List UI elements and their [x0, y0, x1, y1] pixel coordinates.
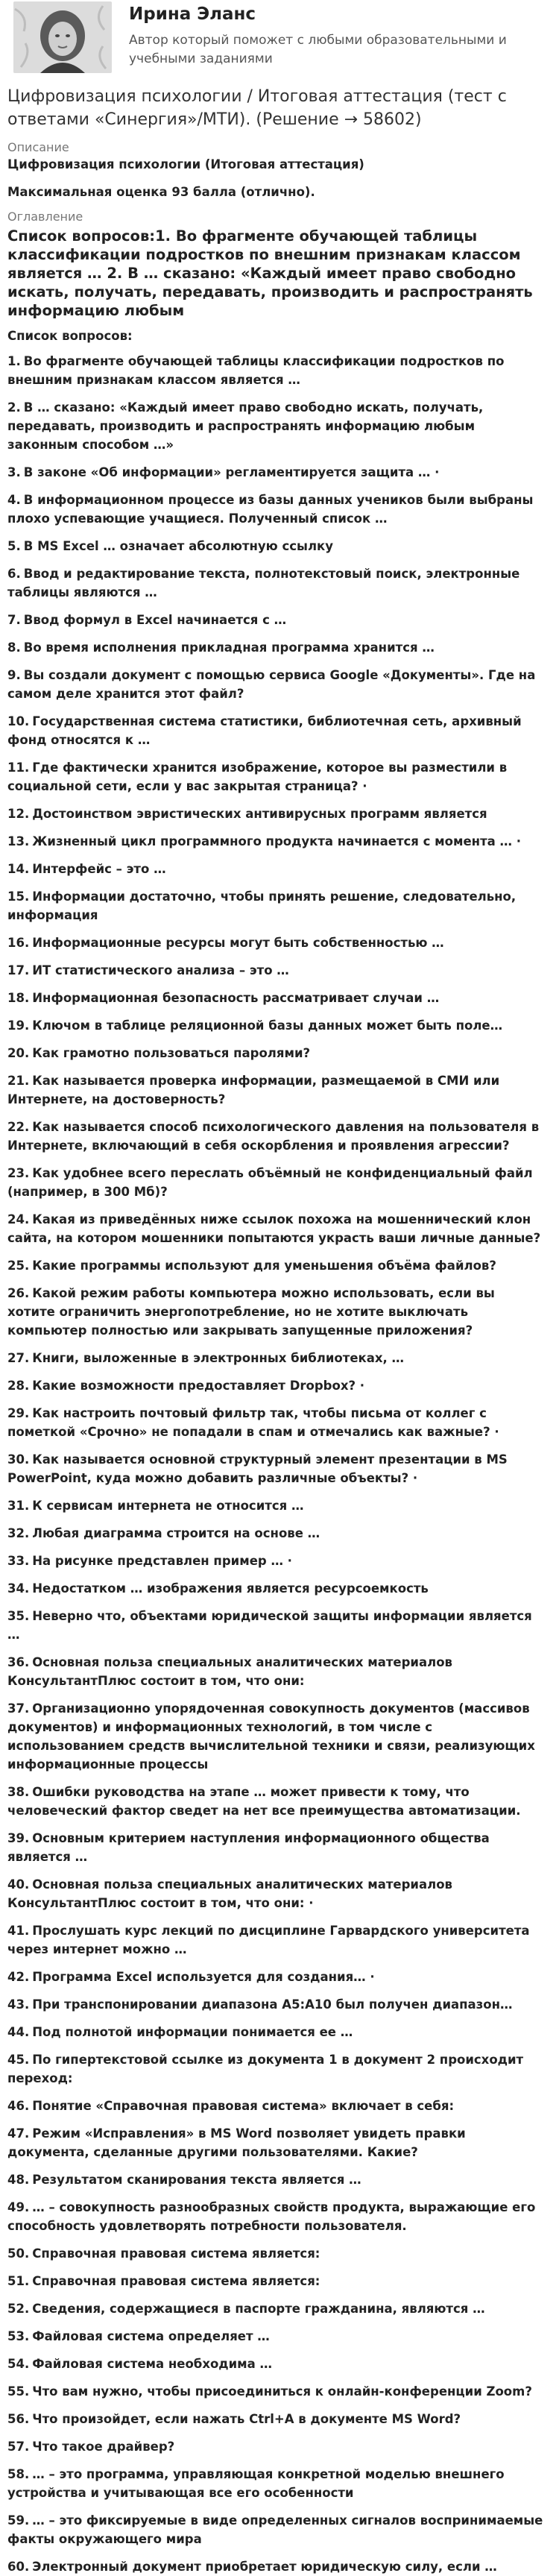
- question-item: [7, 1607, 544, 1644]
- question-item: [7, 933, 544, 952]
- question-number: 16.: [7, 936, 30, 950]
- question-text: Файловая система определяет …: [32, 2329, 270, 2343]
- question-text: … – это программа, управляющая конкретной моделью внешнего устройства и учитывающая все его особенности: [7, 2467, 505, 2500]
- question-text: Вы создали документ с помощью сервиса Google «Документы». Где на самом деле хранится этот файл?: [7, 668, 536, 701]
- question-item: [7, 2465, 544, 2502]
- question-text: Как грамотно пользоваться паролями?: [32, 1046, 311, 1060]
- question-text: Справочная правовая система является:: [32, 2274, 320, 2288]
- question-number: 24.: [7, 1212, 30, 1226]
- question-item: [7, 1450, 544, 1487]
- question-number: 28.: [7, 1379, 30, 1393]
- question-number: 49.: [7, 2200, 30, 2214]
- question-number: 53.: [7, 2329, 30, 2343]
- question-text: Основным критерием наступления информационного общества является …: [7, 1831, 490, 1864]
- question-item: [7, 1376, 544, 1395]
- question-item: [7, 2272, 544, 2290]
- question-text: Неверно что, объектами юридической защиты информации является …: [7, 1609, 532, 1642]
- question-text: Электронный документ приобретает юридическую силу, если …: [32, 2560, 497, 2574]
- question-number: 13.: [7, 834, 30, 848]
- question-text: Где фактически хранится изображение, которое вы разместили в социальной сети, если у вас закрытая страница? ·: [7, 760, 508, 793]
- question-list: [7, 352, 559, 2576]
- question-number: 41.: [7, 1924, 30, 1938]
- question-item: [7, 2050, 544, 2088]
- question-number: 14.: [7, 862, 30, 876]
- question-item: [7, 2327, 544, 2346]
- question-text: … – это фиксируемые в виде определенных сигналов воспринимаемые факты окружающего мира: [7, 2513, 543, 2546]
- question-number: 37.: [7, 1701, 30, 1716]
- question-number: 59.: [7, 2513, 30, 2528]
- question-item: [7, 1404, 544, 1441]
- question-number: 9.: [7, 668, 21, 682]
- question-text: В MS Excel … означает абсолютную ссылку: [23, 539, 333, 553]
- question-item: [7, 1118, 544, 1155]
- question-item: [7, 2244, 544, 2263]
- question-number: 43.: [7, 1997, 30, 2012]
- question-number: 56.: [7, 2412, 30, 2426]
- question-text: Недостатком … изображения является ресурсоемкость: [32, 1581, 429, 1596]
- question-text: Основная польза специальных аналитических материалов КонсультантПлюс состоит в том, что они: ·: [7, 1877, 452, 1910]
- question-text: Файловая система необходима …: [32, 2357, 273, 2371]
- question-number: 10.: [7, 714, 30, 728]
- question-text: Во время исполнения прикладная программа хранится …: [23, 640, 435, 655]
- question-text: Программа Excel используется для создания… ·: [32, 1970, 375, 1984]
- question-item: [7, 1875, 544, 1912]
- question-number: 23.: [7, 1166, 30, 1180]
- question-number: 30.: [7, 1452, 30, 1467]
- question-text: Ввод формул в Excel начинается с …: [23, 613, 287, 627]
- question-text: Понятие «Справочная правовая система» включает в себя:: [32, 2099, 455, 2113]
- question-item: [7, 491, 544, 528]
- question-number: 51.: [7, 2274, 30, 2288]
- author-description: Автор который поможет с любыми образовательными и учебными заданиями: [129, 33, 507, 66]
- question-item: [7, 1524, 544, 1543]
- author-header: [7, 0, 559, 82]
- question-item: [7, 1016, 544, 1035]
- question-item: [7, 537, 544, 555]
- description-label: Описание: [7, 140, 69, 154]
- question-text: Жизненный цикл программного продукта начинается с момента … ·: [32, 834, 522, 848]
- question-item: [7, 1552, 544, 1570]
- question-text: Режим «Исправления» в MS Word позволяет увидеть правки документа, сделанные другими пользователями. Какие?: [7, 2126, 466, 2159]
- question-text: Ошибки руководства на этапе … может привести к тому, что человеческий фактор сведет на нет все преимущества автоматизации.: [7, 1785, 521, 1818]
- question-text: Ключом в таблице реляционной базы данных может быть поле…: [32, 1018, 503, 1033]
- question-list-heading: Список вопросов:: [7, 329, 133, 343]
- question-number: 48.: [7, 2173, 30, 2187]
- question-item: [7, 2097, 544, 2115]
- question-text: Ввод и редактирование текста, полнотекстовый поиск, электронные таблицы являются …: [7, 567, 520, 599]
- question-text: Что вам нужно, чтобы присоединиться к онлайн-конференции Zoom?: [32, 2384, 532, 2399]
- question-item: [7, 1044, 544, 1062]
- question-item: [7, 2410, 544, 2428]
- question-text: Результатом сканирования текста является …: [32, 2173, 361, 2187]
- question-text: При транспонировании диапазона A5:A10 был получен диапазон…: [32, 1997, 513, 2012]
- question-number: 57.: [7, 2440, 30, 2454]
- question-text: Что произойдет, если нажать Ctrl+A в документе MS Word?: [32, 2412, 461, 2426]
- question-item: [7, 1579, 544, 1598]
- question-number: 50.: [7, 2246, 30, 2261]
- question-item: [7, 1995, 544, 2014]
- question-text: Как настроить почтовый фильтр так, чтобы письма от коллег с пометкой «Срочно» не попадали в спам и отмечались как важные? ·: [7, 1406, 499, 1439]
- question-number: 2.: [7, 400, 21, 415]
- question-number: 26.: [7, 1286, 30, 1300]
- question-text: В … сказано: «Каждый имеет право свободно искать, получать, передавать, производить и распространять информацию любым законным способом …»: [7, 400, 484, 452]
- question-item: [7, 712, 544, 749]
- question-text: … – совокупность разнообразных свойств продукта, выражающие его способность удовлетворять потребности пользователя.: [7, 2200, 536, 2233]
- question-text: Что такое драйвер?: [32, 2440, 175, 2454]
- description-subject: Цифровизация психологии (Итоговая аттестация): [7, 157, 364, 171]
- question-number: 46.: [7, 2099, 30, 2113]
- question-item: [7, 832, 544, 851]
- description-score: Максимальная оценка 93 балла (отлично).: [7, 185, 315, 199]
- question-text: Государственная система статистики, библиотечная сеть, архивный фонд относятся к …: [7, 714, 522, 747]
- question-item: [7, 638, 544, 657]
- question-number: 55.: [7, 2384, 30, 2399]
- question-number: 44.: [7, 2025, 30, 2039]
- question-item: [7, 1210, 544, 1247]
- question-number: 34.: [7, 1581, 30, 1596]
- question-number: 5.: [7, 539, 21, 553]
- question-number: 33.: [7, 1554, 30, 1568]
- question-item: [7, 398, 544, 454]
- question-item: [7, 887, 544, 925]
- question-number: 6.: [7, 567, 21, 581]
- question-number: 40.: [7, 1877, 30, 1892]
- question-item: [7, 2299, 544, 2318]
- question-number: 18.: [7, 991, 30, 1005]
- question-text: Информационная безопасность рассматривает случаи …: [32, 991, 440, 1005]
- question-item: [7, 1284, 544, 1340]
- question-number: 22.: [7, 1120, 30, 1134]
- question-number: 60.: [7, 2560, 30, 2574]
- question-number: 21.: [7, 1074, 30, 1088]
- question-number: 7.: [7, 613, 21, 627]
- question-item: [7, 2355, 544, 2373]
- question-number: 4.: [7, 493, 21, 507]
- author-avatar[interactable]: [13, 1, 112, 73]
- question-text: На рисунке представлен пример … ·: [32, 1554, 292, 1568]
- question-number: 17.: [7, 963, 30, 977]
- question-text: Интерфейс – это …: [32, 862, 166, 876]
- author-name[interactable]: Ирина Эланс: [129, 4, 256, 24]
- question-item: [7, 2198, 544, 2235]
- question-number: 31.: [7, 1499, 30, 1513]
- question-number: 1.: [7, 354, 21, 368]
- question-number: 42.: [7, 1970, 30, 1984]
- question-number: 32.: [7, 1526, 30, 1540]
- question-item: [7, 2170, 544, 2189]
- question-item: [7, 611, 544, 629]
- question-number: 54.: [7, 2357, 30, 2371]
- question-item: [7, 2437, 544, 2456]
- question-item: [7, 463, 544, 482]
- question-text: К сервисам интернета не относится …: [32, 1499, 304, 1513]
- question-item: [7, 666, 544, 703]
- question-number: 58.: [7, 2467, 30, 2481]
- question-number: 38.: [7, 1785, 30, 1799]
- question-text: В законе «Об информации» регламентируется защита … ·: [23, 465, 440, 479]
- question-text: Основная польза специальных аналитических материалов КонсультантПлюс состоит в том, что они:: [7, 1655, 452, 1688]
- question-item: [7, 1783, 544, 1820]
- question-item: [7, 1829, 544, 1866]
- question-text: Любая диаграмма строится на основе …: [32, 1526, 320, 1540]
- toc-summary: Список вопросов:1. Во фрагменте обучающей таблицы классификации подростков по внешним признакам классом является … 2. В … сказано: «Каждый имеет право свободно искать, получать, передавать, производить и распространять информацию любым: [7, 227, 533, 319]
- question-item: [7, 2023, 544, 2041]
- question-item: [7, 2511, 544, 2548]
- question-item: [7, 860, 544, 878]
- question-text: По гипертекстовой ссылке из документа 1 в документ 2 происходит переход:: [7, 2053, 524, 2085]
- question-item: [7, 2557, 544, 2576]
- question-number: 45.: [7, 2053, 30, 2067]
- question-item: [7, 961, 544, 980]
- question-text: Какие программы используют для уменьшения объёма файлов?: [32, 1259, 496, 1273]
- question-item: [7, 758, 544, 796]
- question-number: 20.: [7, 1046, 30, 1060]
- question-text: ИТ статистического анализа – это …: [32, 963, 289, 977]
- question-item: [7, 804, 544, 823]
- question-text: Сведения, содержащиеся в паспорте гражданина, являются …: [32, 2302, 485, 2316]
- question-item: [7, 1921, 544, 1959]
- question-text: Какой режим работы компьютера можно использовать, если вы хотите ограничить энергопотребление, но не хотите выключать компьютер полностью или закрывать запущенные приложения?: [7, 1286, 495, 1338]
- question-text: Как называется проверка информации, размещаемой в СМИ или Интернете, на достоверность?: [7, 1074, 500, 1106]
- question-text: Информации достаточно, чтобы принять решение, следовательно, информация: [7, 889, 517, 922]
- question-text: Организационно упорядоченная совокупность документов (массивов документов) и информационных технологий, в том числе с использованием средств вычислительной техники и связи, реализующих информационные процессы: [7, 1701, 535, 1772]
- question-text: Как называется способ психологического давления на пользователя в Интернете, включающий в себя оскорбления и проявления агрессии?: [7, 1120, 540, 1153]
- question-item: [7, 2382, 544, 2401]
- question-item: [7, 1968, 544, 1986]
- question-number: 39.: [7, 1831, 30, 1845]
- question-text: Информационные ресурсы могут быть собственностью …: [32, 936, 444, 950]
- question-item: [7, 564, 544, 602]
- avatar-portrait-icon: [13, 1, 112, 73]
- question-item: [7, 2124, 544, 2161]
- question-item: [7, 1653, 544, 1690]
- question-text: Как удобнее всего переслать объёмный не конфиденциальный файл (например, в 300 Мб)?: [7, 1166, 533, 1199]
- question-number: 12.: [7, 807, 30, 821]
- question-item: [7, 1699, 544, 1774]
- question-number: 27.: [7, 1351, 30, 1365]
- question-text: Какие возможности предоставляет Dropbox? ·: [32, 1379, 365, 1393]
- question-text: Справочная правовая система является:: [32, 2246, 320, 2261]
- question-text: Достоинством эвристических антивирусных программ является: [32, 807, 487, 821]
- question-text: Прослушать курс лекций по дисциплине Гарвардского университета через интернет можно …: [7, 1924, 530, 1956]
- question-item: [7, 1256, 544, 1275]
- question-item: [7, 989, 544, 1007]
- question-number: 15.: [7, 889, 30, 904]
- question-number: 35.: [7, 1609, 30, 1623]
- question-text: Во фрагменте обучающей таблицы классификации подростков по внешним признакам классом является …: [7, 354, 505, 387]
- question-text: Как называется основной структурный элемент презентации в MS PowerPoint, куда можно добавить различные объекты? ·: [7, 1452, 508, 1485]
- question-text: Книги, выложенные в электронных библиотеках, …: [32, 1351, 405, 1365]
- question-number: 8.: [7, 640, 21, 655]
- question-number: 29.: [7, 1406, 30, 1420]
- question-item: [7, 1164, 544, 1201]
- question-number: 25.: [7, 1259, 30, 1273]
- question-number: 19.: [7, 1018, 30, 1033]
- question-number: 36.: [7, 1655, 30, 1669]
- question-text: Под полнотой информации понимается ее …: [32, 2025, 353, 2039]
- question-text: В информационном процессе из базы данных учеников были выбраны плохо успевающие учащиеся. Полученный список …: [7, 493, 534, 526]
- question-number: 52.: [7, 2302, 30, 2316]
- question-number: 11.: [7, 760, 30, 775]
- question-number: 47.: [7, 2126, 30, 2141]
- question-text: Какая из приведённых ниже ссылок похожа на мошеннический клон сайта, на котором мошенники попытаются украсть ваши личные данные?: [7, 1212, 541, 1245]
- question-item: [7, 1349, 544, 1367]
- document-title: Цифровизация психологии / Итоговая аттестация (тест с ответами «Синергия»/МТИ). (Решение → 58602): [7, 87, 507, 129]
- question-item: [7, 352, 544, 389]
- question-number: 3.: [7, 465, 21, 479]
- question-item: [7, 1496, 544, 1515]
- question-item: [7, 1071, 544, 1109]
- toc-label: Оглавление: [7, 210, 83, 224]
